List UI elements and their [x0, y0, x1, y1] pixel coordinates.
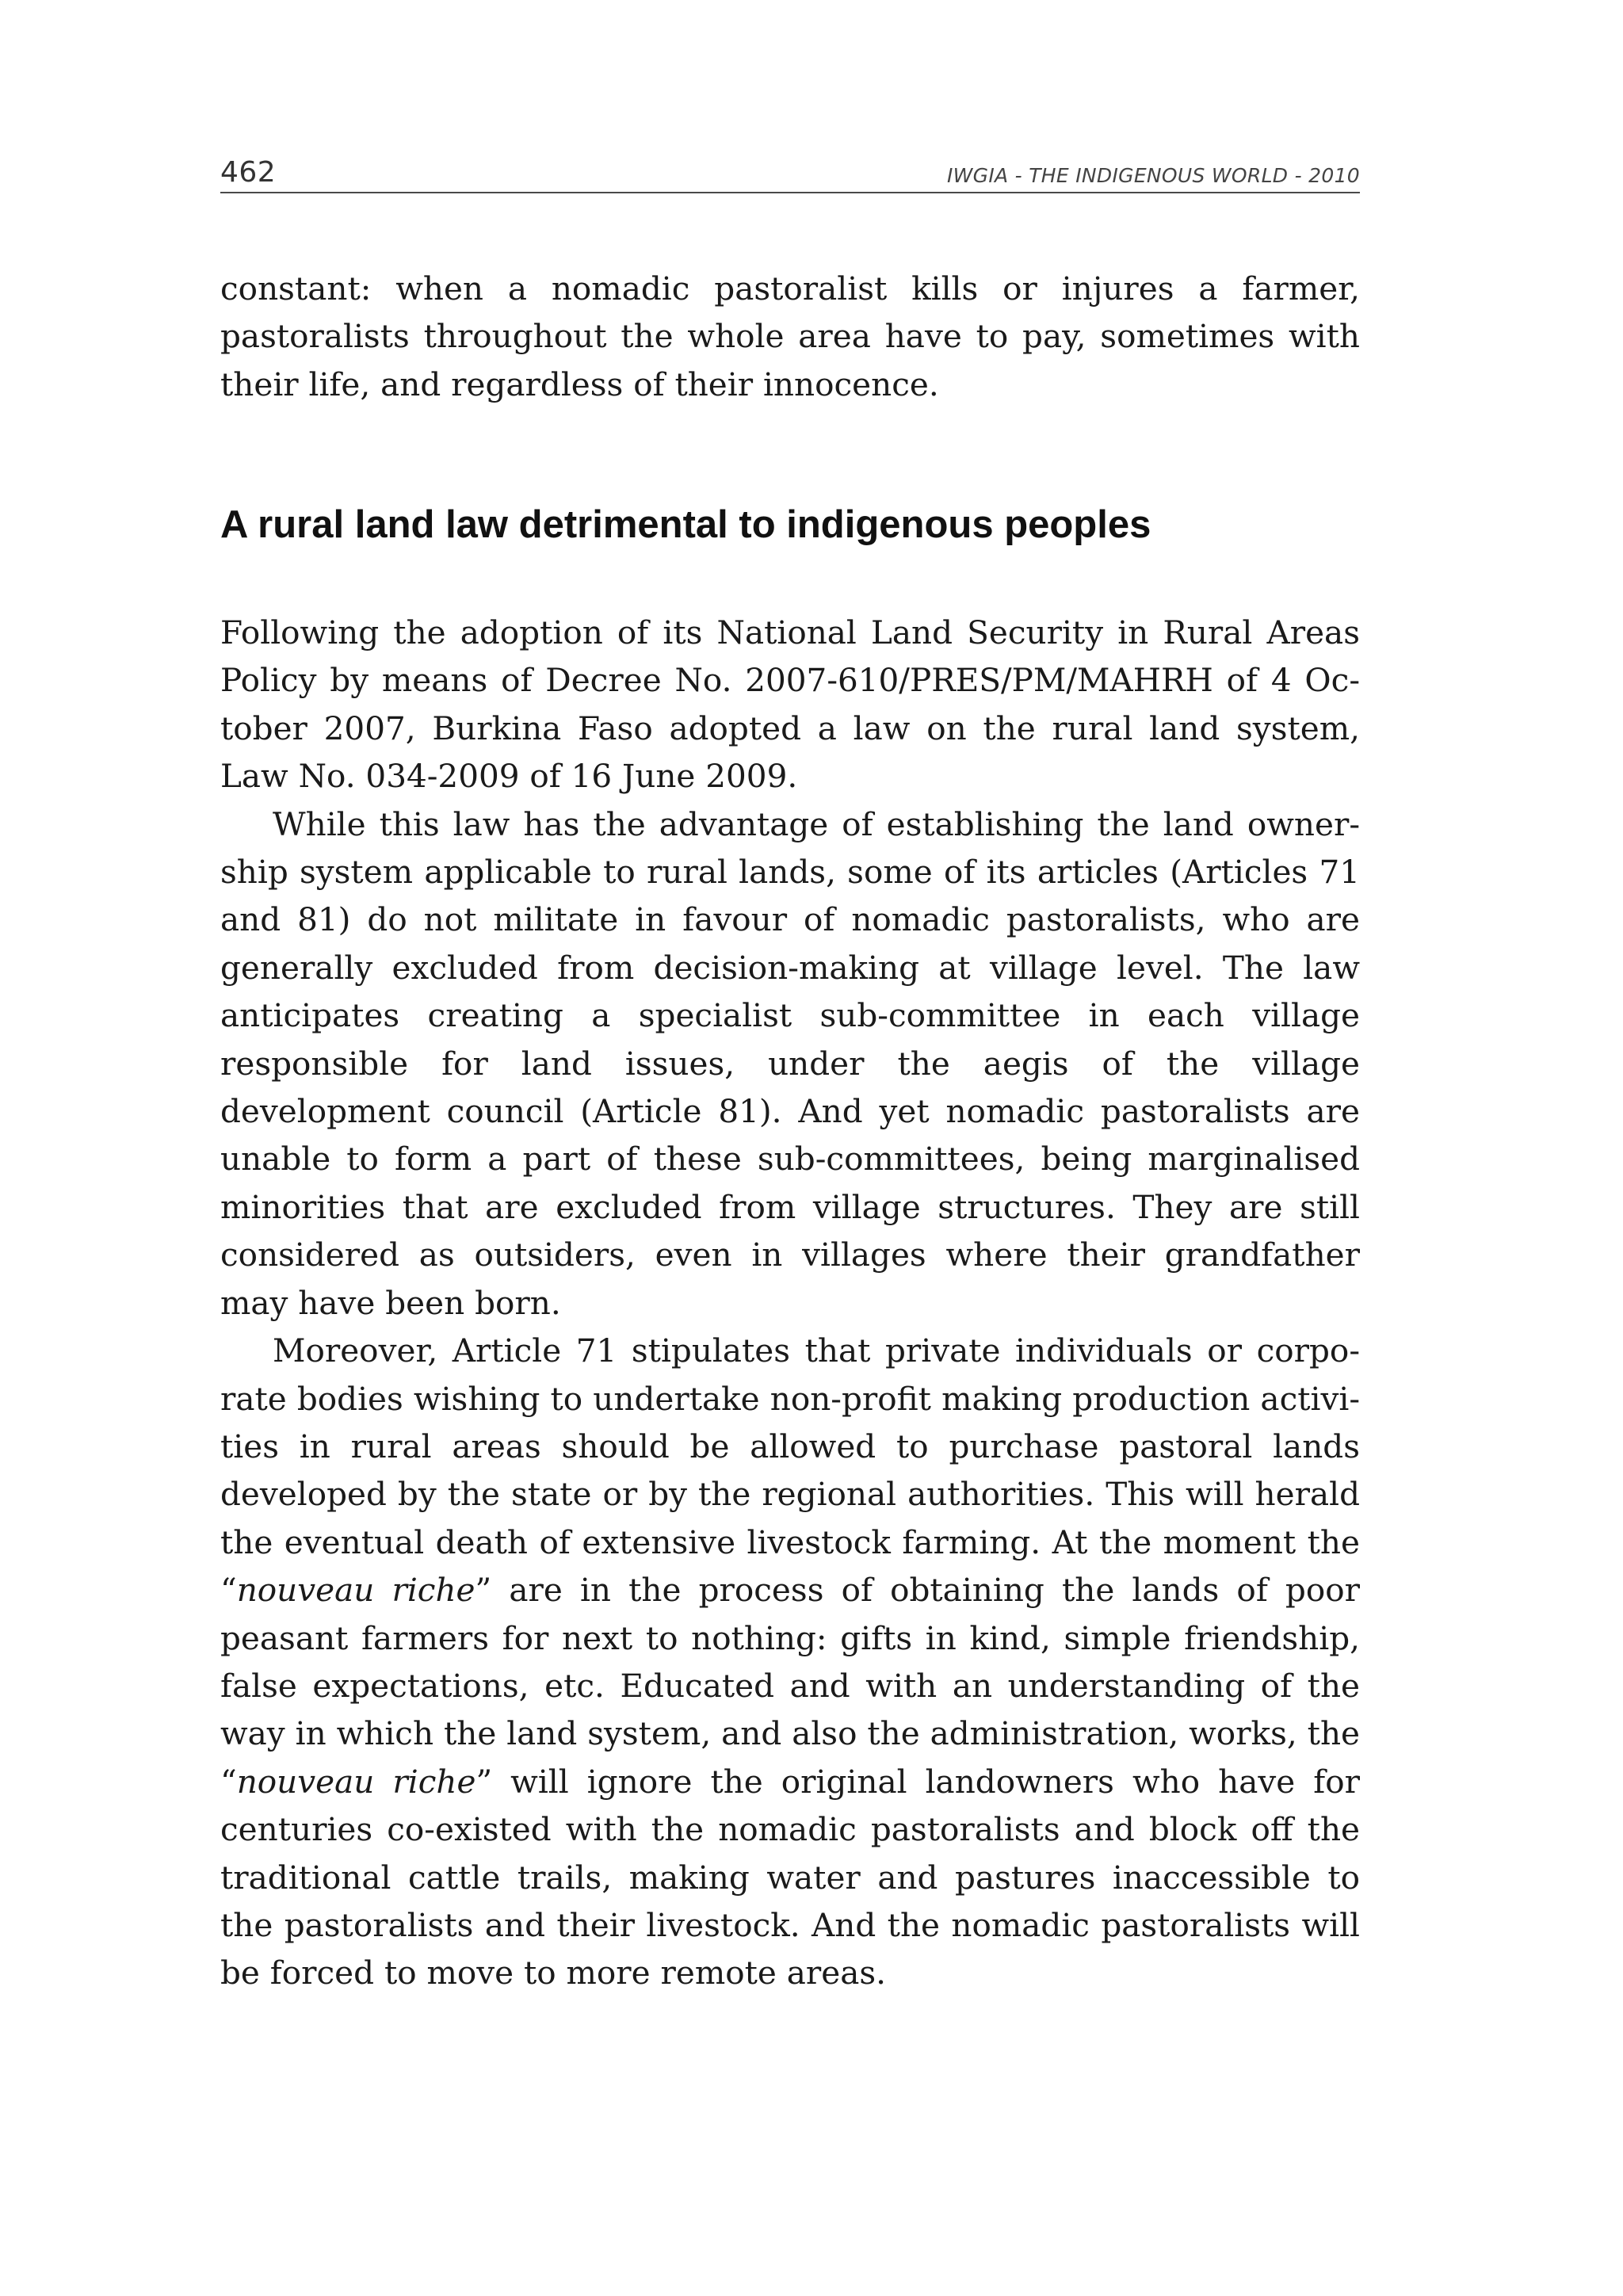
paragraph-3-part-2: ” are in the process of obtaining the lands of poor peasant farmers for next to nothing: gifts in kind, simple friendship, false expectations, etc. Educated and with an understanding of the way in which the land system, and also the administration, works, the “	[220, 1571, 1360, 1801]
paragraph-3-part-1: Moreover, Article 71 stipulates that private individuals or corporate bodies wishing to undertake non-profit making production activities in rural areas should be allowed to purchase pastoral lands developed by the state or by the regional authorities. This will herald the eventual death of extensive livestock farming. At the moment the “	[220, 1331, 1360, 1610]
italic-term-nouveau-riche: nouveau riche	[236, 1571, 475, 1610]
intro-paragraph: constant: when a nomadic pastoralist kills or injures a farmer, pastoralists throughout the whole area have to pay, sometimes with their life, and regardless of their innocence.	[220, 269, 1360, 403]
italic-term-nouveau-riche-2: nouveau riche	[236, 1762, 476, 1801]
intro-text-block	[220, 265, 1360, 408]
paragraph-3-part-3: ” will ignore the original landowners who have for centuries co-existed with the nomadic pastoralists and block off the traditional cattle trails, making water and pastures inaccessible to the pastoralists and their livestock. And the nomadic pastoralists will be forced to move to more remote areas.	[220, 1762, 1360, 1992]
page-number: 462	[220, 156, 277, 189]
paragraph-2: While this law has the advantage of establishing the land ownership system applicable to rural lands, some of its articles (Articles 71 and 81) do not militate in favour of nomadic pastoralists, who are generally excluded from decision-making at village level. The law anticipates creating a specialist sub-committee in each village responsible for land issues, under the aegis of the village development council (Article 81). And yet nomadic pastoralists are unable to form a part of these sub-committees, being marginalised minorities that are excluded from village structures. They are still considered as outsiders, even in villages where their grandfather may have been born.	[220, 804, 1360, 1322]
publication-title: IWGIA - THE INDIGENOUS WORLD - 2010	[946, 164, 1360, 187]
section-text-block	[220, 609, 1360, 1997]
paragraph-1: Following the adoption of its National Land Security in Rural Areas Policy by means of Decree No. 2007-610/PRES/PM/MAHRH of 4 October 2007, Burkina Faso adopted a law on the rural land system, Law No. 034-2009 of 16 June 2009.	[220, 613, 1360, 796]
paragraph-3	[220, 1327, 1360, 1997]
section-heading: A rural land law detrimental to indigenous peoples	[220, 503, 1151, 546]
running-header	[220, 152, 1360, 193]
